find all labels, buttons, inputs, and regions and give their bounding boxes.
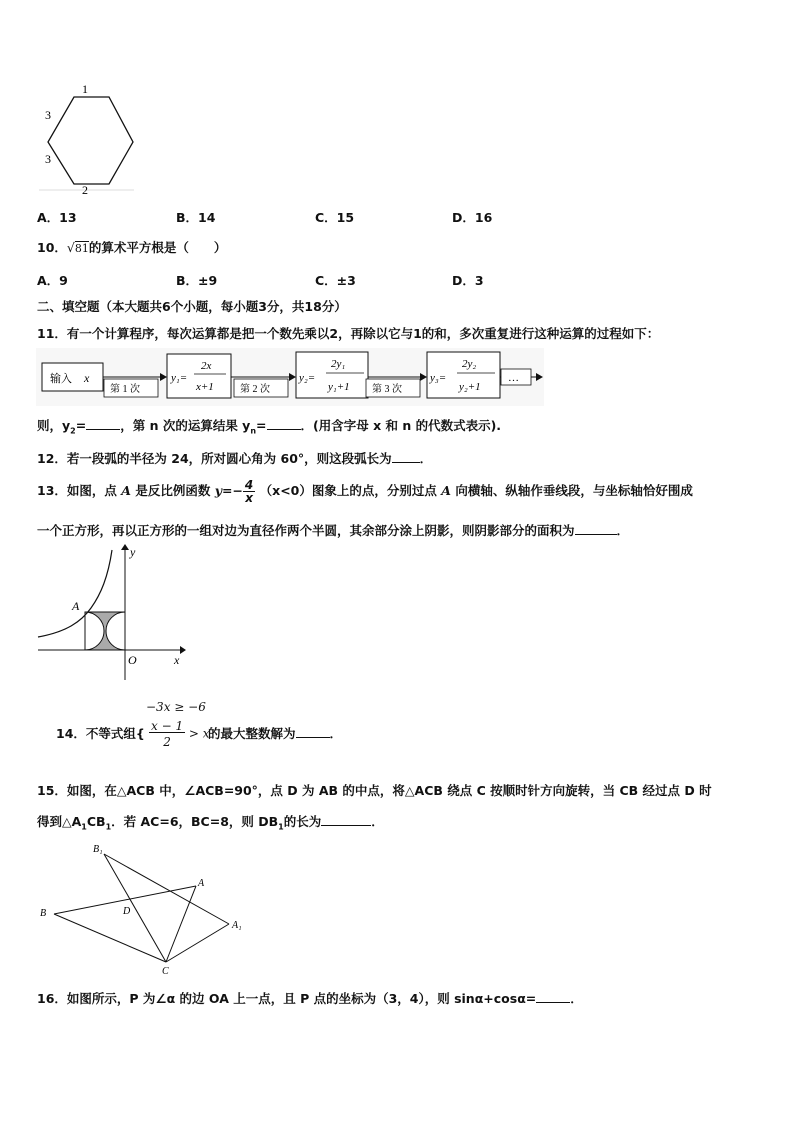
q9-figure xyxy=(36,80,136,195)
q15-l2-sub1: 1 xyxy=(81,822,87,832)
q15-l2-a: 得到△A xyxy=(37,814,82,829)
flow-input-label: 输入 xyxy=(50,373,72,385)
flow-box1-num: 2x xyxy=(201,360,212,372)
q13-func-fraction xyxy=(243,479,255,504)
q10-number: 10． xyxy=(37,240,67,255)
label-b1: B₁ xyxy=(93,844,103,855)
q11-ans-sub2: n xyxy=(250,426,257,436)
q14-text: 的最大整数解为 xyxy=(208,726,296,741)
q10-option-b[interactable]: B．±9 xyxy=(176,273,218,288)
answer-blank[interactable] xyxy=(575,522,617,535)
rotation-triangle-diagram xyxy=(36,838,256,978)
q13-func-lhs: y=− xyxy=(214,483,243,498)
q13-line2-end: ． xyxy=(616,523,630,538)
q15-figure xyxy=(36,838,256,978)
q13-func-num: 4 xyxy=(244,478,254,492)
q12-text xyxy=(37,449,432,467)
sqrt-symbol: √81 xyxy=(66,240,89,255)
q10-stem xyxy=(37,238,226,256)
q13-point-a-2: A xyxy=(441,483,451,498)
axis-x-label: x xyxy=(174,653,180,667)
q13-line2-text: 一个正方形，再以正方形的一组对边为直径作两个半圆，其余部分涂上阴影，则阴影部分的面积为 xyxy=(37,523,575,538)
hex-label-top: 1 xyxy=(82,82,88,96)
q15-l2-b: CB xyxy=(86,814,106,829)
q10-radicand: 81 xyxy=(74,242,89,255)
q10-option-a[interactable]: A．9 xyxy=(37,273,68,288)
flow-box3-den: y₂+1 xyxy=(459,381,481,393)
flow-box2-num: 2y₁ xyxy=(331,358,346,370)
q14-num: 14．不等式组{ xyxy=(56,726,145,741)
q15-line1: 15．如图，在△ACB 中，∠ACB=90°，点 D 为 AB 的中点，将△ACB 绕点 C 按顺时针方向旋转，当 CB 经过点 D 时 xyxy=(37,783,712,798)
flow-step-1: 第 1 次 xyxy=(110,384,140,395)
q11-ans-p3: ，第 n 次的运算结果 y xyxy=(120,418,251,433)
q13-line1-a: 13．如图，点 xyxy=(37,483,117,498)
label-a: A xyxy=(198,878,205,889)
q13-line1 xyxy=(37,477,693,505)
axis-y-label: y xyxy=(130,545,136,559)
q14-ineq2-rhs: > x xyxy=(188,726,210,741)
flow-step-3: 第 3 次 xyxy=(372,384,402,395)
answer-blank[interactable] xyxy=(536,990,570,1003)
q15-l2-sub3: 1 xyxy=(278,822,284,832)
q13-line2 xyxy=(37,521,629,539)
q14-ineq2-fraction xyxy=(149,720,185,748)
flow-box2-den: y₁+1 xyxy=(328,381,350,393)
flow-box1-lhs: y₁= xyxy=(171,372,188,384)
q14-block xyxy=(56,700,376,764)
q11-flowchart xyxy=(36,348,544,406)
hyperbola-diagram xyxy=(36,542,186,682)
q14-ineq2 xyxy=(149,720,210,748)
answer-blank[interactable] xyxy=(86,417,120,430)
q15-l2-d: 的长为 xyxy=(283,814,322,829)
origin-label: O xyxy=(128,653,137,667)
q11-ans-p1: 则，y xyxy=(37,418,71,433)
q12-text-a: 12．若一段弧的半径为 24，所对圆心角为 60°，则这段弧长为 xyxy=(37,451,392,466)
q13-cond: （x<0）图象上的点，分别过点 xyxy=(259,483,437,498)
point-a-label: A xyxy=(72,599,80,613)
q15-l2-end: ． xyxy=(371,814,384,829)
q10-option-c[interactable]: C．±3 xyxy=(315,273,356,288)
flow-box3-lhs: y₃= xyxy=(430,372,447,384)
q9-option-a[interactable]: A．13 xyxy=(37,210,77,225)
flow-box3-num: 2y₂ xyxy=(462,358,477,370)
q13-func-den: x xyxy=(245,491,253,505)
hex-label-left-lower: 3 xyxy=(45,152,51,166)
answer-blank[interactable] xyxy=(321,813,371,826)
label-c: C xyxy=(162,966,169,977)
q9-option-b[interactable]: B．14 xyxy=(176,210,216,225)
q10-text: 的算术平方根是（ ） xyxy=(88,240,227,255)
label-d: D xyxy=(123,906,131,917)
q14-text-line xyxy=(208,724,342,742)
answer-blank[interactable] xyxy=(392,450,420,463)
q13-line1-c: 向横轴、纵轴作垂线段，与坐标轴恰好围成 xyxy=(455,483,693,498)
flow-input-var: x xyxy=(84,371,90,385)
q16-text-a: 16．如图所示，P 为∠α 的边 OA 上一点，且 P 点的坐标为（3，4），则 sinα+cosα= xyxy=(37,991,537,1006)
q9-option-d[interactable]: D．16 xyxy=(452,210,493,225)
section-title: 二、填空题（本大题共6个小题，每小题3分，共18分） xyxy=(37,299,347,314)
q14-ineq2-num: x − 1 xyxy=(151,719,184,733)
q16-text-b: ． xyxy=(570,991,583,1006)
q15-line2 xyxy=(37,812,384,832)
q13-figure xyxy=(36,542,186,682)
q12-text-b: ． xyxy=(419,451,433,466)
label-a1: A₁ xyxy=(232,920,242,931)
label-b: B xyxy=(40,908,47,919)
q9-option-c[interactable]: C．15 xyxy=(315,210,355,225)
q16-text xyxy=(37,989,583,1007)
q15-l2-sub2: 1 xyxy=(105,822,112,832)
q11-answer-line xyxy=(37,416,501,436)
q11-text: 11．有一个计算程序，每次运算都是把一个数先乘以2，再除以它与1的和，多次重复进行这种运算的过程如下： xyxy=(37,326,660,341)
flow-step-2: 第 2 次 xyxy=(240,384,270,395)
q15-l2-c: ．若 AC=6，BC=8，则 DB xyxy=(111,814,279,829)
q11-ans-sub1: 2 xyxy=(70,426,76,436)
q10-option-d[interactable]: D．3 xyxy=(452,273,484,288)
answer-blank[interactable] xyxy=(296,725,330,738)
flow-box2-lhs: y₂= xyxy=(299,372,316,384)
answer-blank[interactable] xyxy=(267,417,301,430)
q14-end: ． xyxy=(329,726,343,741)
q11-ans-p5: ．(用含字母 x 和 n 的代数式表示). xyxy=(300,418,502,433)
q14-ineq1: −3x ≥ −6 xyxy=(146,700,206,714)
q11-ans-p4: = xyxy=(256,418,267,433)
flow-ellipsis: … xyxy=(508,372,519,384)
hexagon-diagram xyxy=(36,80,136,195)
hex-label-bottom: 2 xyxy=(82,183,88,195)
q14-ineq2-den: 2 xyxy=(163,735,171,749)
q13-line1-b: 是反比例函数 xyxy=(135,483,211,498)
flow-box1-den: x+1 xyxy=(196,381,214,393)
hex-label-left-upper: 3 xyxy=(45,108,51,122)
flowchart-diagram xyxy=(36,348,544,406)
q13-point-a: A xyxy=(121,483,131,498)
q11-ans-p2: = xyxy=(75,418,87,433)
